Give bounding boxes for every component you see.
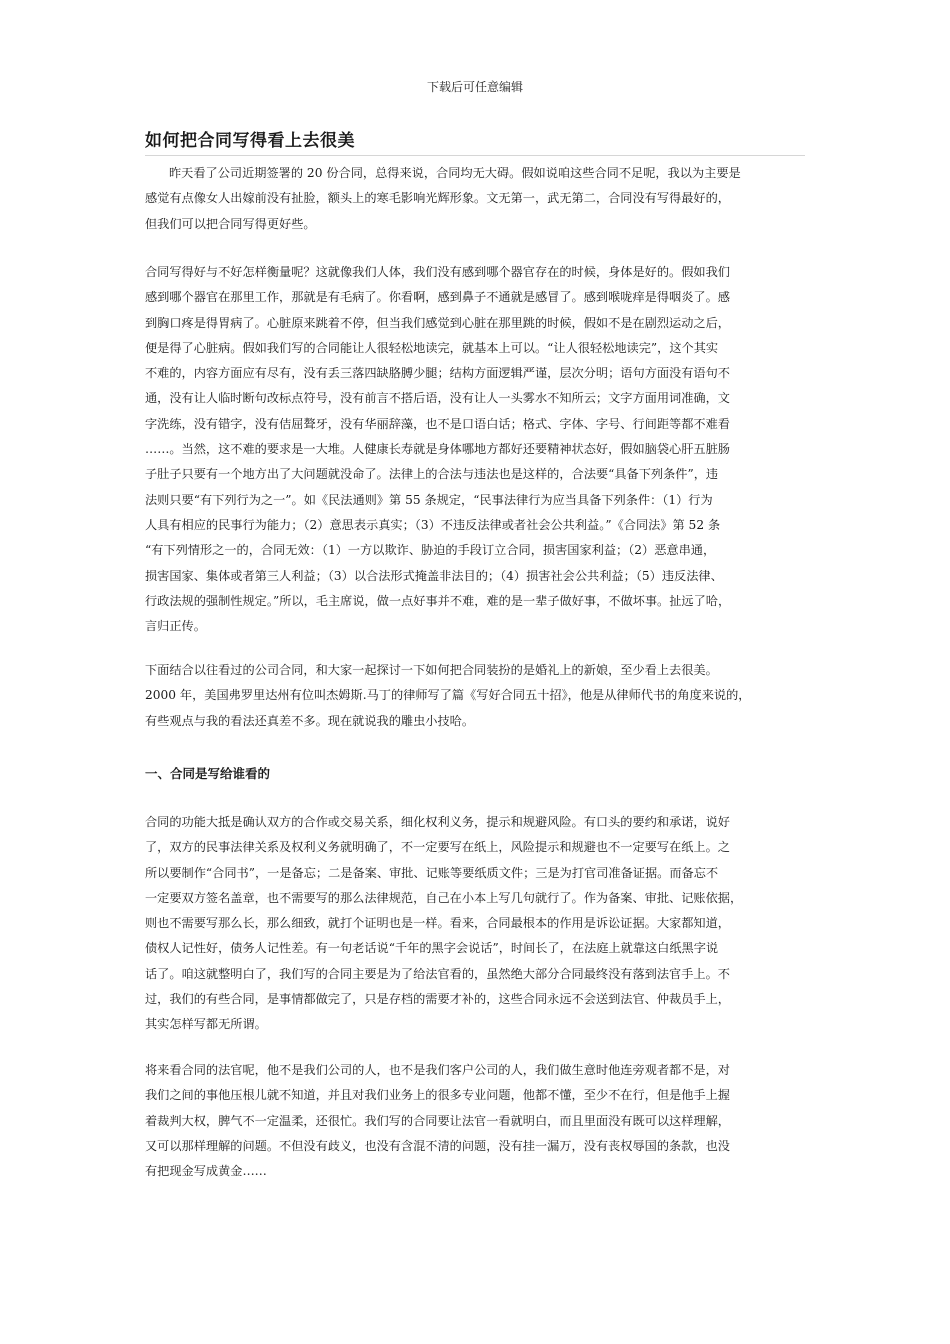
paragraph-line: 字洗练，没有错字，没有佶屈聱牙，没有华丽辞藻，也不是口语白话；格式、字体、字号、行间距等都不难看 (145, 416, 730, 431)
paragraph-line: 过，我们的有些合同，是事情都做完了，只是存档的需要才补的，这些合同永远不会送到法官、仲裁员手上， (145, 992, 730, 1007)
paragraph-line: 但我们可以把合同写得更好些。 (145, 216, 316, 231)
paragraph-line: ……。当然，这不难的要求是一大堆。人健康长寿就是身体哪地方都好还要精神状态好，假如脑袋心肝五脏肠 (145, 442, 730, 457)
paragraph-line: 了，双方的民事法律关系及权利义务就明确了，不一定要写在纸上，风险提示和规避也不一定要写在纸上。之 (145, 840, 730, 855)
paragraph-line: 则也不需要写那么长，那么细致，就打个证明也是一样。看来，合同最根本的作用是诉讼证据。大家都知道， (145, 916, 730, 931)
paragraph-line: 将来看合同的法官呢，他不是我们公司的人，也不是我们客户公司的人，我们做生意时他连旁观者都不是，对 (145, 1063, 730, 1077)
judge-paragraph (145, 1058, 807, 1184)
paragraph-line: 一定要双方签名盖章，也不需要写的那么法律规范，自己在小本上写几句就行了。作为备案、审批、记账依据， (145, 890, 743, 905)
intro-discussion-paragraph (145, 658, 807, 734)
paragraph-line: 昨天看了公司近期签署的 20 份合同，总得来说，合同均无大碍。假如说咱这些合同不足呢，我以为主要是 (169, 166, 741, 180)
contract-function-paragraph (145, 810, 807, 1038)
paragraph-line: 下面结合以往看过的公司合同，和大家一起探讨一下如何把合同装扮的是婚礼上的新娘，至少看上去很美。 (145, 663, 718, 677)
paragraph-line: 子肚子只要有一个地方出了大问题就没命了。法律上的合法与违法也是这样的，合法要“具备下列条件”，违 (145, 467, 719, 482)
paragraph-line: 到胸口疼是得胃病了。心脏原来跳着不停，但当我们感觉到心脏在那里跳的时候，假如不是在剧烈运动之后， (145, 315, 730, 330)
paragraph-line: 2000 年，美国弗罗里达州有位叫杰姆斯.马丁的律师写了篇《写好合同五十招》，他是从律师代书的角度来说的， (145, 688, 751, 703)
paragraph-line: 合同的功能大抵是确认双方的合作或交易关系，细化权利义务，提示和规避风险。有口头的要约和承诺，说好 (145, 815, 730, 829)
paragraph-line: “有下列情形之一的，合同无效：（1）一方以欺诈、胁迫的手段订立合同，损害国家利益；（2）恶意串通， (145, 543, 716, 558)
article-title: 如何把合同写得看上去很美 (145, 131, 355, 151)
paragraph-line: 又可以那样理解的问题。不但没有歧义，也没有含混不清的问题，没有挂一漏万，没有丧权辱国的条款，也没 (145, 1138, 730, 1153)
paragraph-line: 不难的，内容方面应有尽有，没有丢三落四缺胳膊少腿；结构方面逻辑严谨，层次分明；语句方面没有语句不 (145, 366, 730, 381)
paragraph-line: 所以要制作“合同书”，一是备忘；二是备案、审批、记账等要纸质文件；三是为打官司准备证据。而备忘不 (145, 865, 719, 880)
paragraph-line: 行政法规的强制性规定。”所以，毛主席说，做一点好事并不难，难的是一辈子做好事，不做坏事。扯远了哈， (145, 593, 731, 608)
health-analogy-paragraph (145, 260, 807, 639)
paragraph-line: 感觉有点像女人出嫁前没有扯脸，额头上的寒毛影响光辉形象。文无第一，武无第二，合同没有写得最好的， (145, 191, 730, 206)
paragraph-line: 合同写得好与不好怎样衡量呢？这就像我们人体，我们没有感到哪个器官存在的时候，身体是好的。假如我们 (145, 265, 730, 279)
paragraph-line: 有些观点与我的看法还真差不多。现在就说我的雕虫小技哈。 (145, 713, 475, 728)
intro-paragraph (145, 161, 807, 237)
paragraph-line: 法则只要“有下列行为之一”。如《民法通则》第 55 条规定，“民事法律行为应当具备下列条件：（1）行为 (145, 492, 713, 507)
paragraph-line: 我们之间的事他压根儿就不知道，并且对我们业务上的很多专业问题，他都不懂，至少不在行，但是他手上握 (145, 1088, 730, 1103)
title-divider (145, 155, 805, 156)
paragraph-line: 损害国家、集体或者第三人利益；（3）以合法形式掩盖非法目的；（4）损害社会公共利益；（5）违反法律、 (145, 568, 723, 583)
paragraph-line: 其实怎样写都无所谓。 (145, 1017, 267, 1032)
section-heading: 一、合同是写给谁看的 (145, 766, 271, 781)
paragraph-line: 人具有相应的民事行为能力；（2）意思表示真实；（3）不违反法律或者社会公共利益。”《合同法》第 52 条 (145, 517, 721, 532)
paragraph-line: 感到哪个器官在那里工作，那就是有毛病了。你看啊，感到鼻子不通就是感冒了。感到喉咙痒是得咽炎了。感 (145, 290, 730, 305)
paragraph-line: 着裁判大权，脾气不一定温柔，还很忙。我们写的合同要让法官一看就明白，而且里面没有既可以这样理解， (145, 1113, 730, 1128)
paragraph-line: 有把现金写成黄金…… (145, 1164, 267, 1179)
download-note: 下载后可任意编辑 (426, 80, 523, 94)
paragraph-line: 债权人记性好，债务人记性差。有一句老话说“千年的黑字会说话”，时间长了，在法庭上就靠这白纸黑字说 (145, 941, 719, 956)
paragraph-line: 话了。咱这就整明白了，我们写的合同主要是为了给法官看的，虽然绝大部分合同最终没有落到法官手上。不 (145, 966, 730, 981)
paragraph-line: 便是得了心脏病。假如我们写的合同能让人很轻松地读完，就基本上可以。“让人很轻松地读完”，这个其实 (145, 340, 719, 355)
paragraph-line: 言归正传。 (145, 619, 206, 634)
paragraph-line: 通，没有让人临时断句改标点符号，没有前言不搭后语，没有让人一头雾水不知所云；文字方面用词准确，文 (145, 391, 730, 406)
